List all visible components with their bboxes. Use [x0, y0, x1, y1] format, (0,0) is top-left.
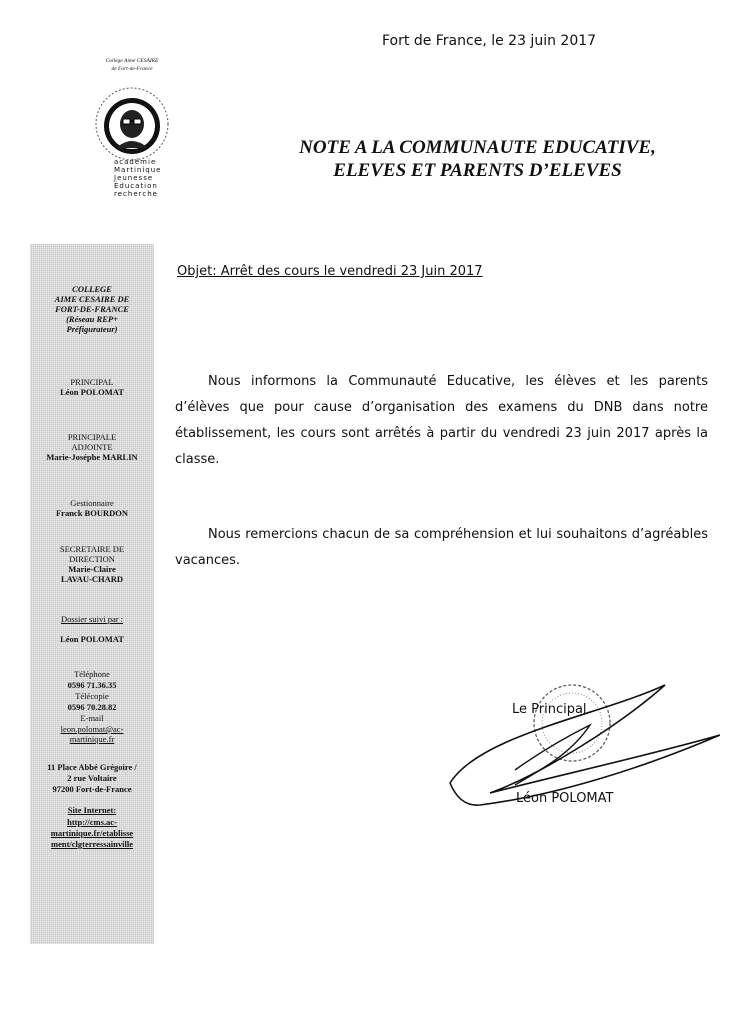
logo-academie-line: académie — [114, 158, 157, 166]
logo-academie-line: Jeunesse — [114, 174, 154, 182]
sidebar-address: 97200 Fort-de-France — [52, 784, 132, 794]
logo-academie-text — [114, 158, 174, 198]
logo-college-line1: Collège Aimé CESAIRE — [105, 58, 159, 64]
sidebar-email-link[interactable]: martinique.fr — [69, 734, 115, 744]
sidebar-secretaire-title: SECRETAIRE DE — [59, 544, 125, 554]
sidebar-address: 11 Place Abbé Grégoire / — [47, 762, 137, 772]
academie-emblem-icon — [94, 86, 170, 162]
letter-paragraph-2: Nous remercions chacun de sa compréhension et lui souhaitons d’agréables vacances. — [175, 527, 708, 568]
sidebar-dossier-name: Léon POLOMAT — [60, 634, 124, 644]
sidebar-email-label: E-mail — [80, 713, 104, 723]
sidebar-site-link[interactable]: http://cms.ac- — [67, 817, 117, 827]
sidebar-secretaire-name: Marie-Claire — [68, 564, 116, 574]
school-logo — [92, 58, 172, 208]
document-title — [240, 136, 715, 182]
sidebar-college-line: FORT-DE-FRANCE — [55, 304, 129, 314]
sidebar-site-link[interactable]: ment/clgterressainville — [51, 839, 133, 849]
logo-academie-line: Éducation — [114, 182, 158, 190]
sidebar-telephone-label: Téléphone — [74, 669, 110, 679]
letter-paragraph-1: Nous informons la Communauté Educative, les élèves et les parents d’élèves que pour cause d’organisation des examens du DNB dans notre établissement, les cours sont arrêtés à partir du vendredi 23 juin 2017 après la classe. — [175, 374, 708, 467]
sidebar-college-line: AIME CESAIRE DE — [54, 294, 130, 304]
logo-academie-line: Martinique — [114, 166, 162, 174]
sidebar-site-label: Site Internet: — [67, 805, 117, 815]
sidebar-principal-title: PRINCIPAL — [70, 377, 114, 387]
title-line2: ELEVES ET PARENTS D’ELEVES — [333, 160, 622, 181]
sidebar-college-line: Préfigurateur) — [66, 324, 118, 334]
sidebar-address: 2 rue Voltaire — [67, 773, 117, 783]
sidebar-telecopie: 0596 70.28.82 — [67, 702, 117, 712]
signature-role: Le Principal — [512, 702, 587, 717]
sidebar-principal-name: Léon POLOMAT — [60, 387, 124, 397]
sidebar-adjointe-name: Marie-Joséphe MARLIN — [46, 452, 138, 462]
sidebar-gestionnaire-title: Gestionnaire — [70, 498, 114, 508]
logo-academie-line: recherche — [114, 190, 158, 198]
sidebar-college-line: COLLEGE — [72, 284, 112, 294]
title-line1: NOTE A LA COMMUNAUTE EDUCATIVE, — [299, 137, 656, 158]
sidebar-email-link[interactable]: leon.polomat@ac- — [60, 724, 124, 734]
letter-subject: Objet: Arrêt des cours le vendredi 23 Juin 2017 — [177, 264, 483, 279]
sidebar-telecopie-label: Télécopie — [75, 691, 109, 701]
sidebar-gestionnaire-name: Franck BOURDON — [55, 508, 128, 518]
date-line: Fort de France, le 23 juin 2017 — [382, 33, 597, 49]
sidebar-college-line: (Réseau REP+ — [66, 314, 118, 324]
sidebar-adjointe-title: PRINCIPALE — [67, 432, 117, 442]
signature-name: Léon POLOMAT — [516, 791, 614, 806]
sidebar-adjointe-title: ADJOINTE — [71, 442, 113, 452]
sidebar-dossier-label: Dossier suivi par : — [60, 614, 124, 624]
sidebar-secretaire-title: DIRECTION — [69, 554, 115, 564]
sidebar-contact-panel — [30, 244, 154, 944]
logo-college-line2: de Fort-de-France — [111, 66, 153, 72]
sidebar-telephone: 0596 71.36.35 — [67, 680, 117, 690]
sidebar-site-link[interactable]: martinique.fr/etablisse — [50, 828, 134, 838]
sidebar-secretaire-name: LAVAU-CHARD — [60, 574, 124, 584]
